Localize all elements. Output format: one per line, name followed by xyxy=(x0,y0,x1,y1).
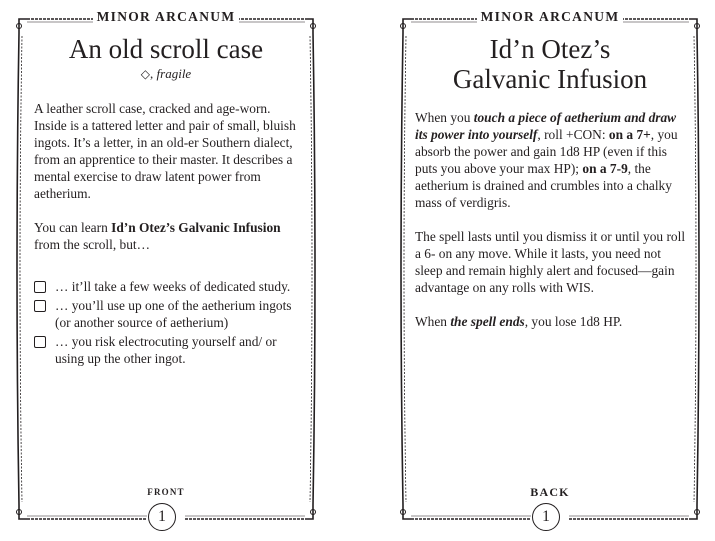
learn-text: You can learn Id’n Otez’s Galvanic Infusion from the scroll, but… xyxy=(34,220,281,252)
end-paragraph: When the spell ends, you lose 1d8 HP. xyxy=(415,314,623,329)
option-item: … you risk electrocuting yourself and/ or using up the other ingot. xyxy=(34,333,304,367)
page-number: 1 xyxy=(532,503,560,531)
card-category: MINOR ARCANUM xyxy=(395,9,705,25)
checkbox[interactable] xyxy=(34,281,46,293)
card-title: An old scroll case xyxy=(68,34,264,64)
card-body xyxy=(415,109,691,347)
option-checklist xyxy=(34,278,304,369)
checkbox[interactable] xyxy=(34,336,46,348)
option-item: … you’ll use up one of the aetherium ingots (or another source of aetherium) xyxy=(34,297,304,331)
checkbox[interactable] xyxy=(34,300,46,312)
card-back xyxy=(395,0,705,541)
page-number: 1 xyxy=(148,503,176,531)
option-item: … it’ll take a few weeks of dedicated study. xyxy=(34,278,304,295)
spell-title-line2: Galvanic Infusion xyxy=(452,64,648,94)
card-category: MINOR ARCANUM xyxy=(11,9,321,25)
spell-title-line1: Id’n Otez’s xyxy=(489,34,611,64)
side-label: BACK xyxy=(530,485,570,499)
diamond-icon: ◇ xyxy=(140,67,151,81)
card-front xyxy=(11,0,321,541)
tag-fragile: fragile xyxy=(156,66,192,81)
description: A leather scroll case, cracked and age-worn. Inside is a tattered letter and pair of small, bluish ingots. It’s a letter, in an old-er Southern dialect, from an apprentice to their master. It describes a mental exercise to draw latent power from aetherium. xyxy=(34,101,296,201)
card-subtitle: ◇, fragile xyxy=(140,66,192,81)
side-label: FRONT xyxy=(147,487,185,497)
card-body xyxy=(34,100,302,270)
duration-paragraph: The spell lasts until you dismiss it or until you roll a 6- on any move. While it lasts, you need not sleep and remain highly alert and focused—gain advantage on any rolls with WIS. xyxy=(415,229,686,295)
spell-name: Id’n Otez’s Galvanic Infusion xyxy=(111,220,281,235)
trigger-paragraph: When you touch a piece of aetherium and draw its power into yourself, roll +CON: on a 7+, you absorb the power and gain 1d8 HP (even if this puts you above your max HP); on a 7-9, the aetherium is drained and crumbles into a chalky mass of verdigris. xyxy=(415,110,678,210)
